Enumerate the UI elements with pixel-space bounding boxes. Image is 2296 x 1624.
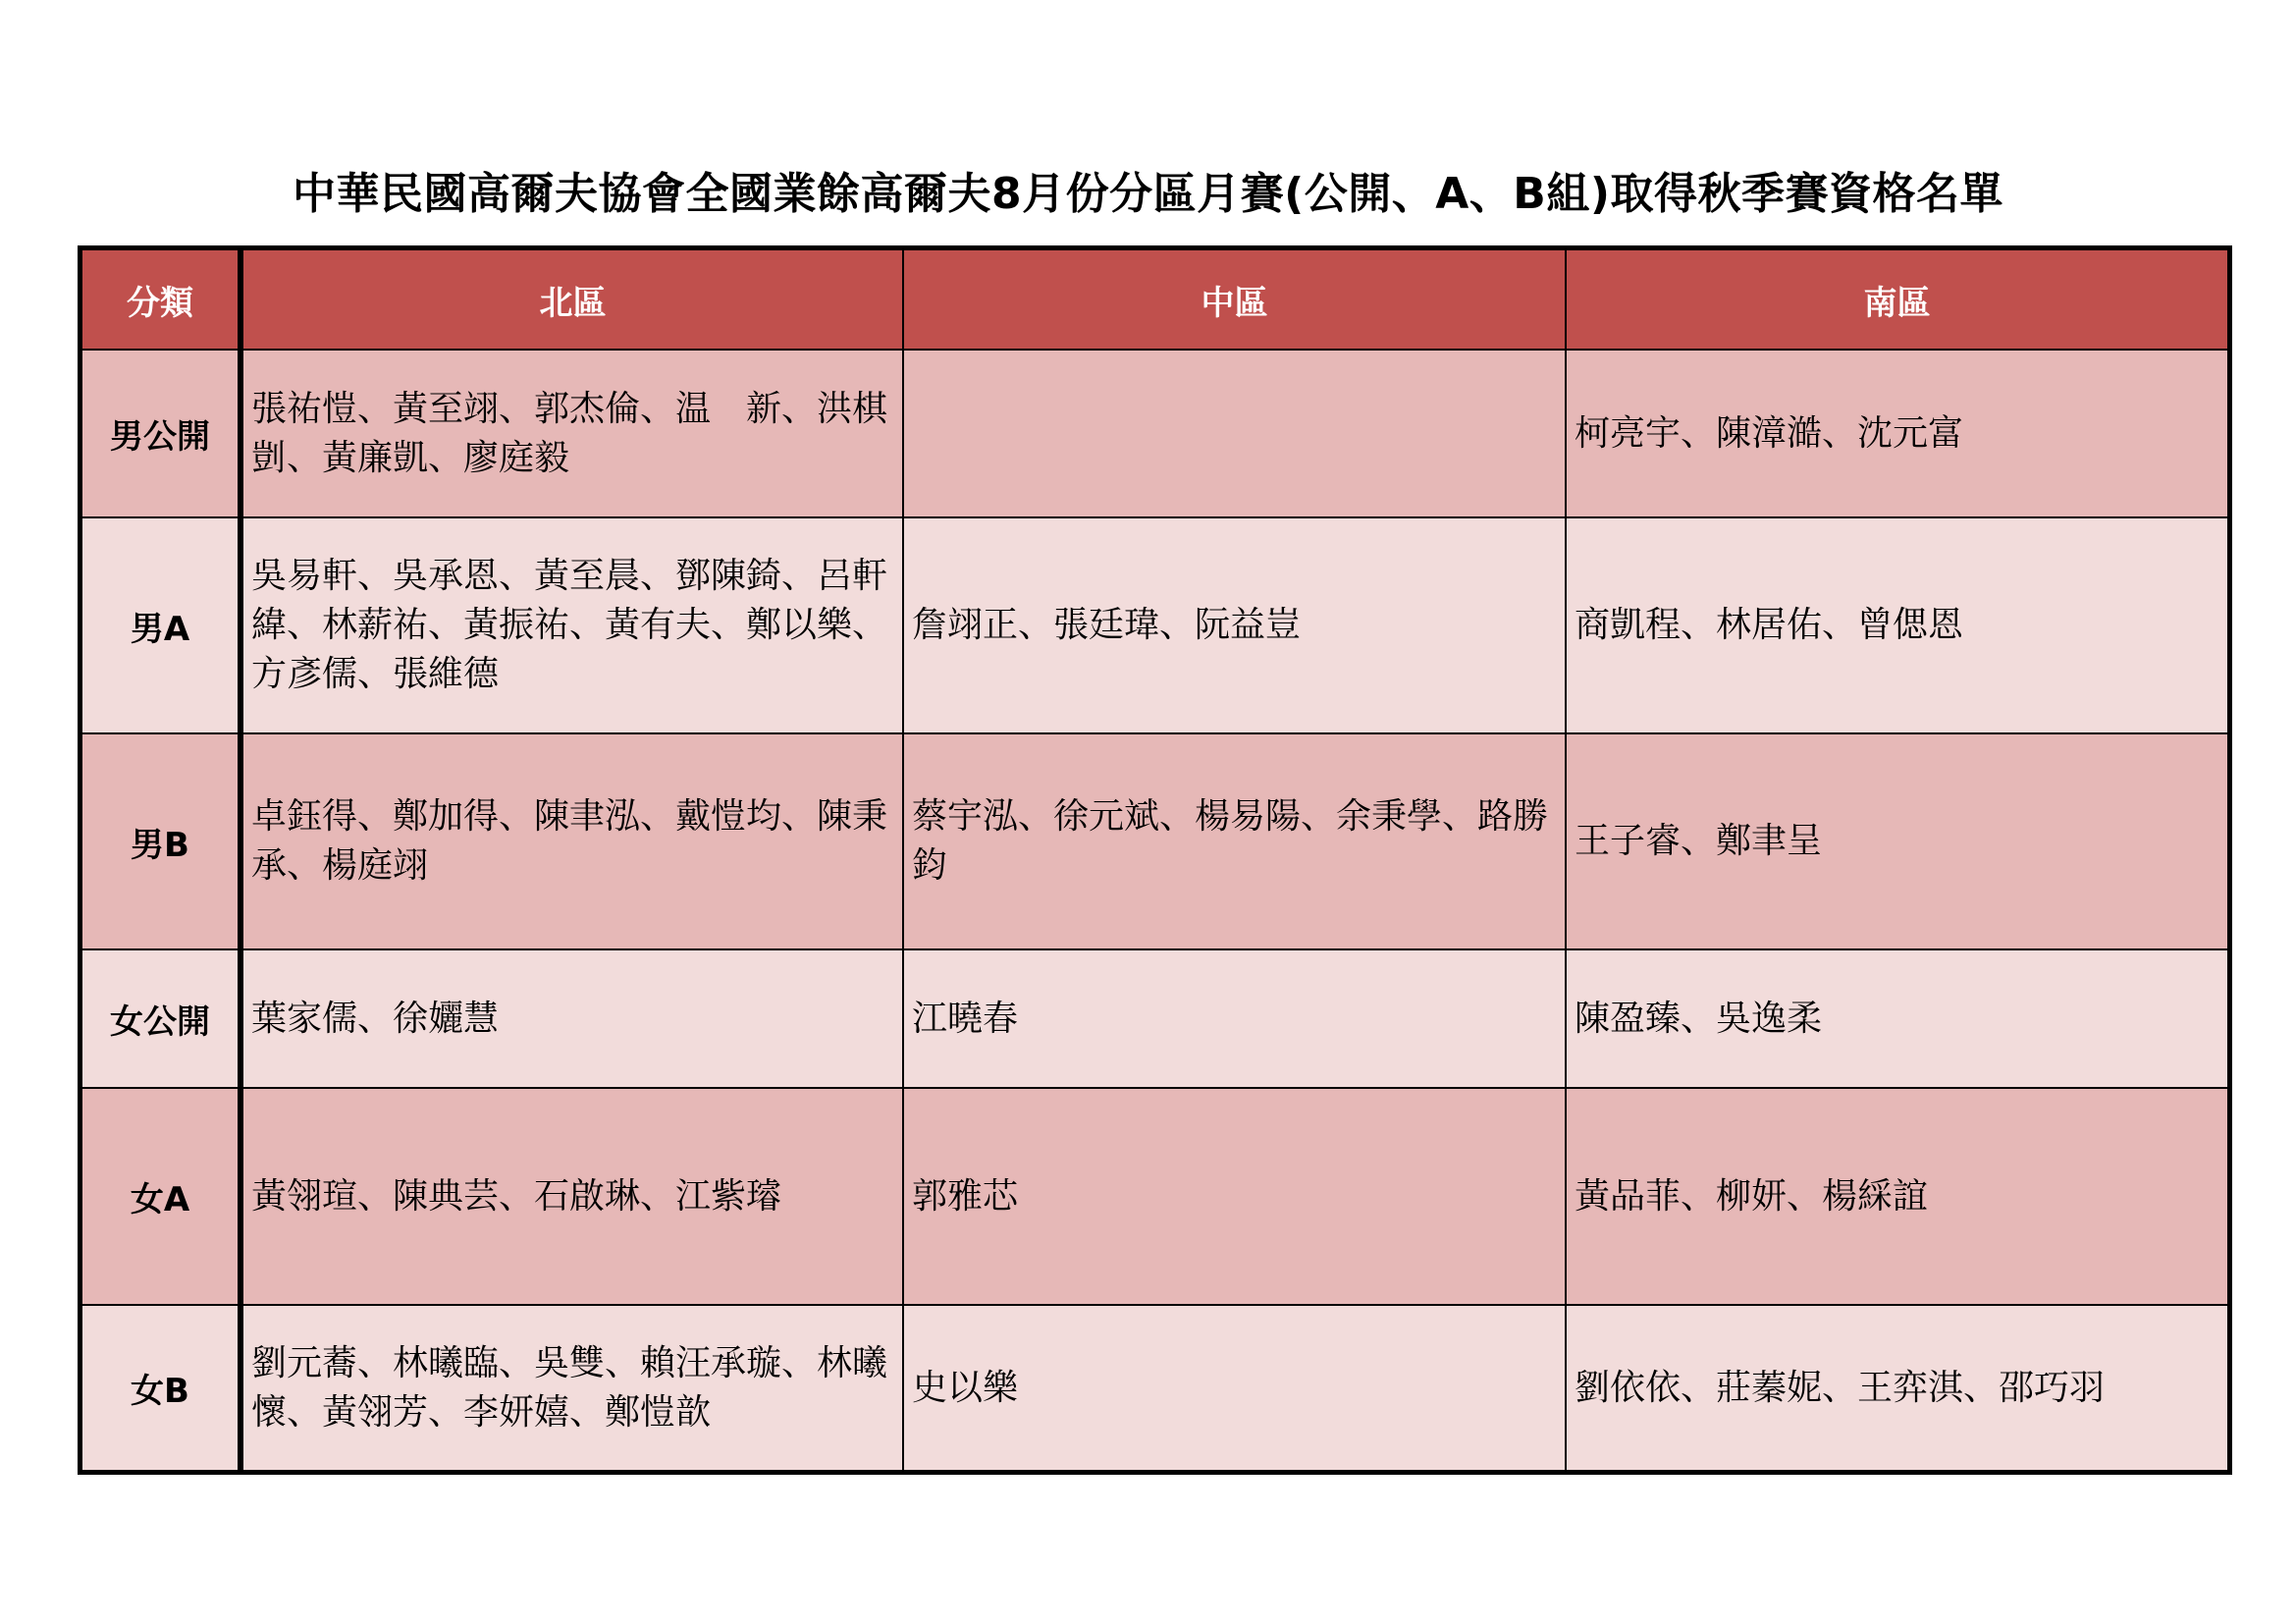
cell-north: 黃翎瑄、陳典芸、石啟琳、江紫璿 — [240, 1088, 903, 1305]
cell-north: 張祐愷、黃至翊、郭杰倫、温 新、洪棋剴、黃廉凱、廖庭毅 — [240, 350, 903, 517]
cell-south: 商凱程、林居佑、曾偲恩 — [1566, 517, 2228, 733]
header-north: 北區 — [240, 249, 903, 350]
cell-central — [903, 350, 1566, 517]
cell-north: 劉元蕎、林曦臨、吳雙、賴汪承璇、林曦懷、黃翎芳、李妍嬉、鄭愷歆 — [240, 1305, 903, 1471]
table-header-row — [81, 249, 2228, 350]
cell-south: 柯亮宇、陳漳澔、沈元富 — [1566, 350, 2228, 517]
table-row — [81, 517, 2228, 733]
cell-central: 江曉春 — [903, 949, 1566, 1088]
row-category: 女A — [81, 1088, 240, 1305]
document-title: 中華民國高爾夫協會全國業餘高爾夫8月份分區月賽(公開、A、B組)取得秋季賽資格名單 — [293, 169, 2003, 219]
cell-south: 劉依依、莊蓁妮、王弈淇、邵巧羽 — [1566, 1305, 2228, 1471]
row-category: 男公開 — [81, 350, 240, 517]
table-row — [81, 1088, 2228, 1305]
cell-central: 郭雅芯 — [903, 1088, 1566, 1305]
qualification-table — [80, 248, 2229, 1472]
row-category: 女公開 — [81, 949, 240, 1088]
cell-north: 卓鈺得、鄭加得、陳聿泓、戴愷均、陳秉承、楊庭翊 — [240, 733, 903, 949]
table-row — [81, 350, 2228, 517]
cell-north: 吳易軒、吳承恩、黃至晨、鄧陳錡、呂軒緯、林薪祐、黃振祐、黃有夫、鄭以樂、方彥儒、張維德 — [240, 517, 903, 733]
cell-south: 王子睿、鄭聿呈 — [1566, 733, 2228, 949]
cell-south: 陳盈臻、吳逸柔 — [1566, 949, 2228, 1088]
cell-central: 史以樂 — [903, 1305, 1566, 1471]
table-row — [81, 733, 2228, 949]
table-row — [81, 1305, 2228, 1471]
row-category: 男A — [81, 517, 240, 733]
cell-north: 葉家儒、徐孋慧 — [240, 949, 903, 1088]
cell-central: 詹翊正、張廷瑋、阮益豈 — [903, 517, 1566, 733]
header-central: 中區 — [903, 249, 1566, 350]
table-row — [81, 949, 2228, 1088]
cell-south: 黃品菲、柳妍、楊綵誼 — [1566, 1088, 2228, 1305]
row-category: 女B — [81, 1305, 240, 1471]
row-category: 男B — [81, 733, 240, 949]
header-south: 南區 — [1566, 249, 2228, 350]
header-category: 分類 — [81, 249, 240, 350]
cell-central: 蔡宇泓、徐元斌、楊易陽、余秉學、路勝鈞 — [903, 733, 1566, 949]
